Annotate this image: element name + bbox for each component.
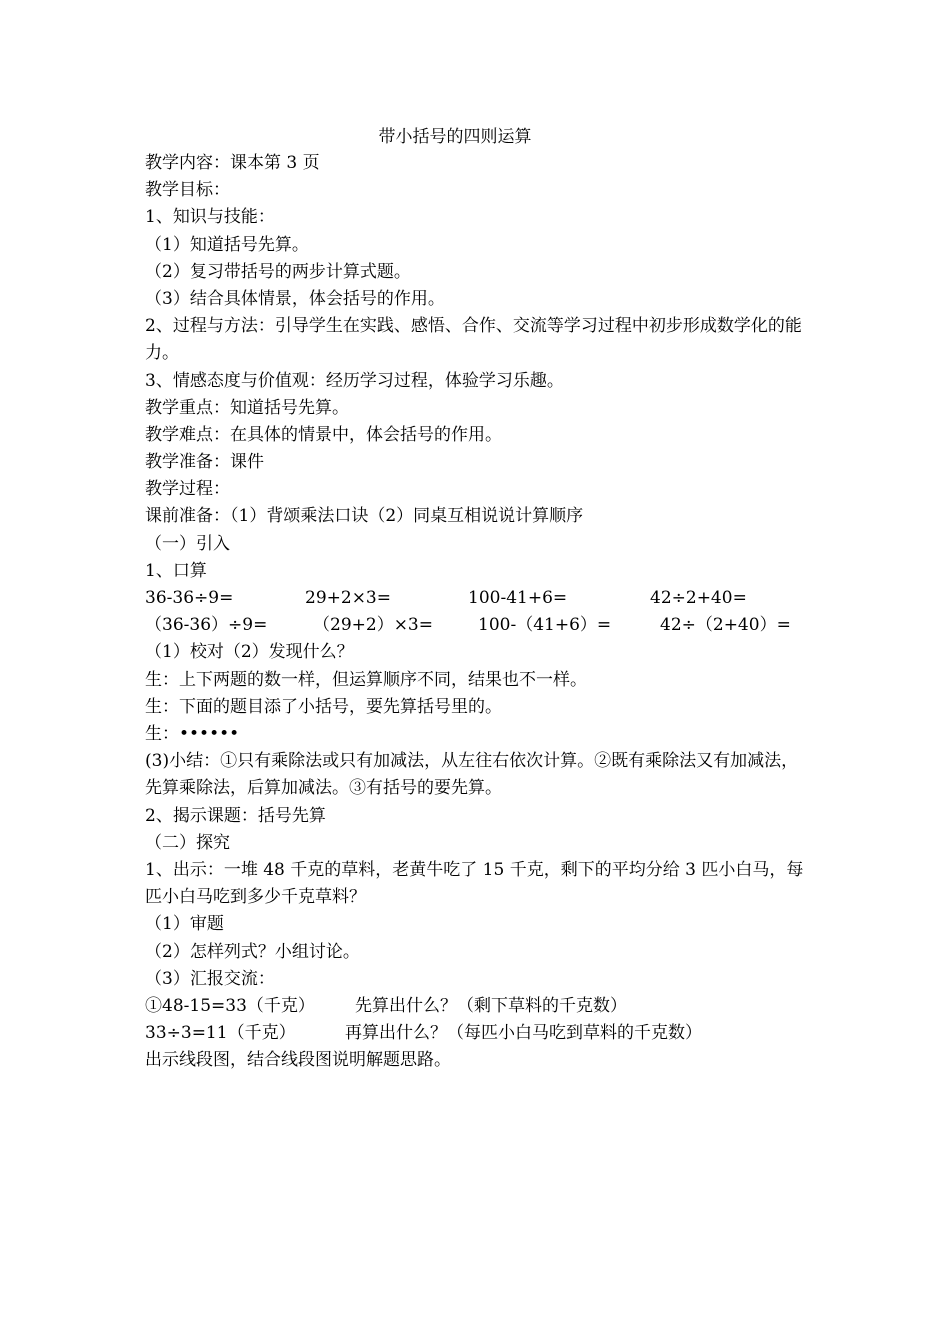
goal-item-1: （1）知道括号先算。 [145, 234, 309, 255]
calc-expression: 100-（41+6）= [478, 615, 612, 636]
calc-expression: （36-36）÷9= [145, 615, 268, 636]
solution-note: 再算出什么？（每匹小白马吃到草料的千克数） [345, 1023, 702, 1044]
goal-item-3: （3）结合具体情景，体会括号的作用。 [145, 288, 445, 309]
calc-expression: （29+2）×3= [313, 615, 433, 636]
teaching-difficulty: 教学难点：在具体的情景中，体会括号的作用。 [145, 424, 502, 445]
goal-attitude-values: 3、情感态度与价值观：经历学习过程，体验学习乐趣。 [145, 370, 564, 391]
check-discover: （1）校对（2）发现什么？ [145, 642, 354, 663]
problem-statement: 1、出示：一堆 48 千克的草料，老黄牛吃了 15 千克，剩下的平均分给 3 匹小白马，每匹小白马吃到多少千克草料？ [145, 859, 804, 908]
document-title: 带小括号的四则运算 [378, 127, 532, 147]
goal-item-2: （2）复习带括号的两步计算式题。 [145, 261, 411, 282]
goal-knowledge-skills: 1、知识与技能： [145, 207, 275, 228]
calc-expression: 42÷2+40= [650, 588, 747, 609]
calc-row-parentheses [145, 612, 815, 639]
reveal-topic: 2、揭示课题：括号先算 [145, 805, 326, 826]
final-instruction: 出示线段图，结合线段图说明解题思路。 [145, 1050, 451, 1071]
solution-expression: 33÷3=11（千克） [145, 1023, 296, 1044]
solution-step-2 [145, 1020, 815, 1047]
teaching-preparation: 教学准备：课件 [145, 452, 264, 473]
solution-note: 先算出什么？（剩下草料的千克数） [355, 995, 627, 1016]
calc-expression: 100-41+6= [468, 588, 568, 609]
solution-expression: ①48-15=33（千克） [145, 995, 315, 1016]
calc-expression: 29+2×3= [305, 588, 391, 609]
step-discuss: （2）怎样列式？小组讨论。 [145, 941, 360, 962]
step-report: （3）汇报交流： [145, 968, 275, 989]
step-review: （1）审题 [145, 914, 224, 935]
solution-step-1 [145, 993, 815, 1020]
calc-row-plain [145, 585, 815, 612]
pre-class-preparation: 课前准备：（1）背颂乘法口诀（2）同桌互相说说计算顺序 [145, 506, 584, 527]
student-answer-2: 生：下面的题目添了小括号，要先算括号里的。 [145, 696, 502, 717]
student-answer-3: 生：•••••• [145, 723, 240, 744]
calc-expression: 42÷（2+40）= [660, 615, 791, 636]
teaching-content: 教学内容：课本第 3 页 [145, 153, 320, 173]
teaching-goals-heading: 教学目标： [145, 180, 230, 201]
calc-expression: 36-36÷9= [145, 588, 234, 609]
oral-calculation-heading: 1、口算 [145, 560, 207, 581]
summary: (3)小结：①只有乘除法或只有加减法，从左往右依次计算。②既有乘除法又有加减法，先算乘除法，后算加减法。③有括号的要先算。 [145, 751, 799, 799]
student-answer-1: 生：上下两题的数一样，但运算顺序不同，结果也不一样。 [145, 669, 587, 690]
teaching-key-point: 教学重点：知道括号先算。 [145, 397, 349, 418]
section-explore: （二）探究 [145, 832, 230, 853]
teaching-process-heading: 教学过程： [145, 479, 230, 500]
document-body [145, 150, 815, 1074]
goal-process-method: 2、过程与方法：引导学生在实践、感悟、合作、交流等学习过程中初步形成数学化的能力。 [145, 316, 802, 364]
section-introduction: （一）引入 [145, 533, 230, 554]
